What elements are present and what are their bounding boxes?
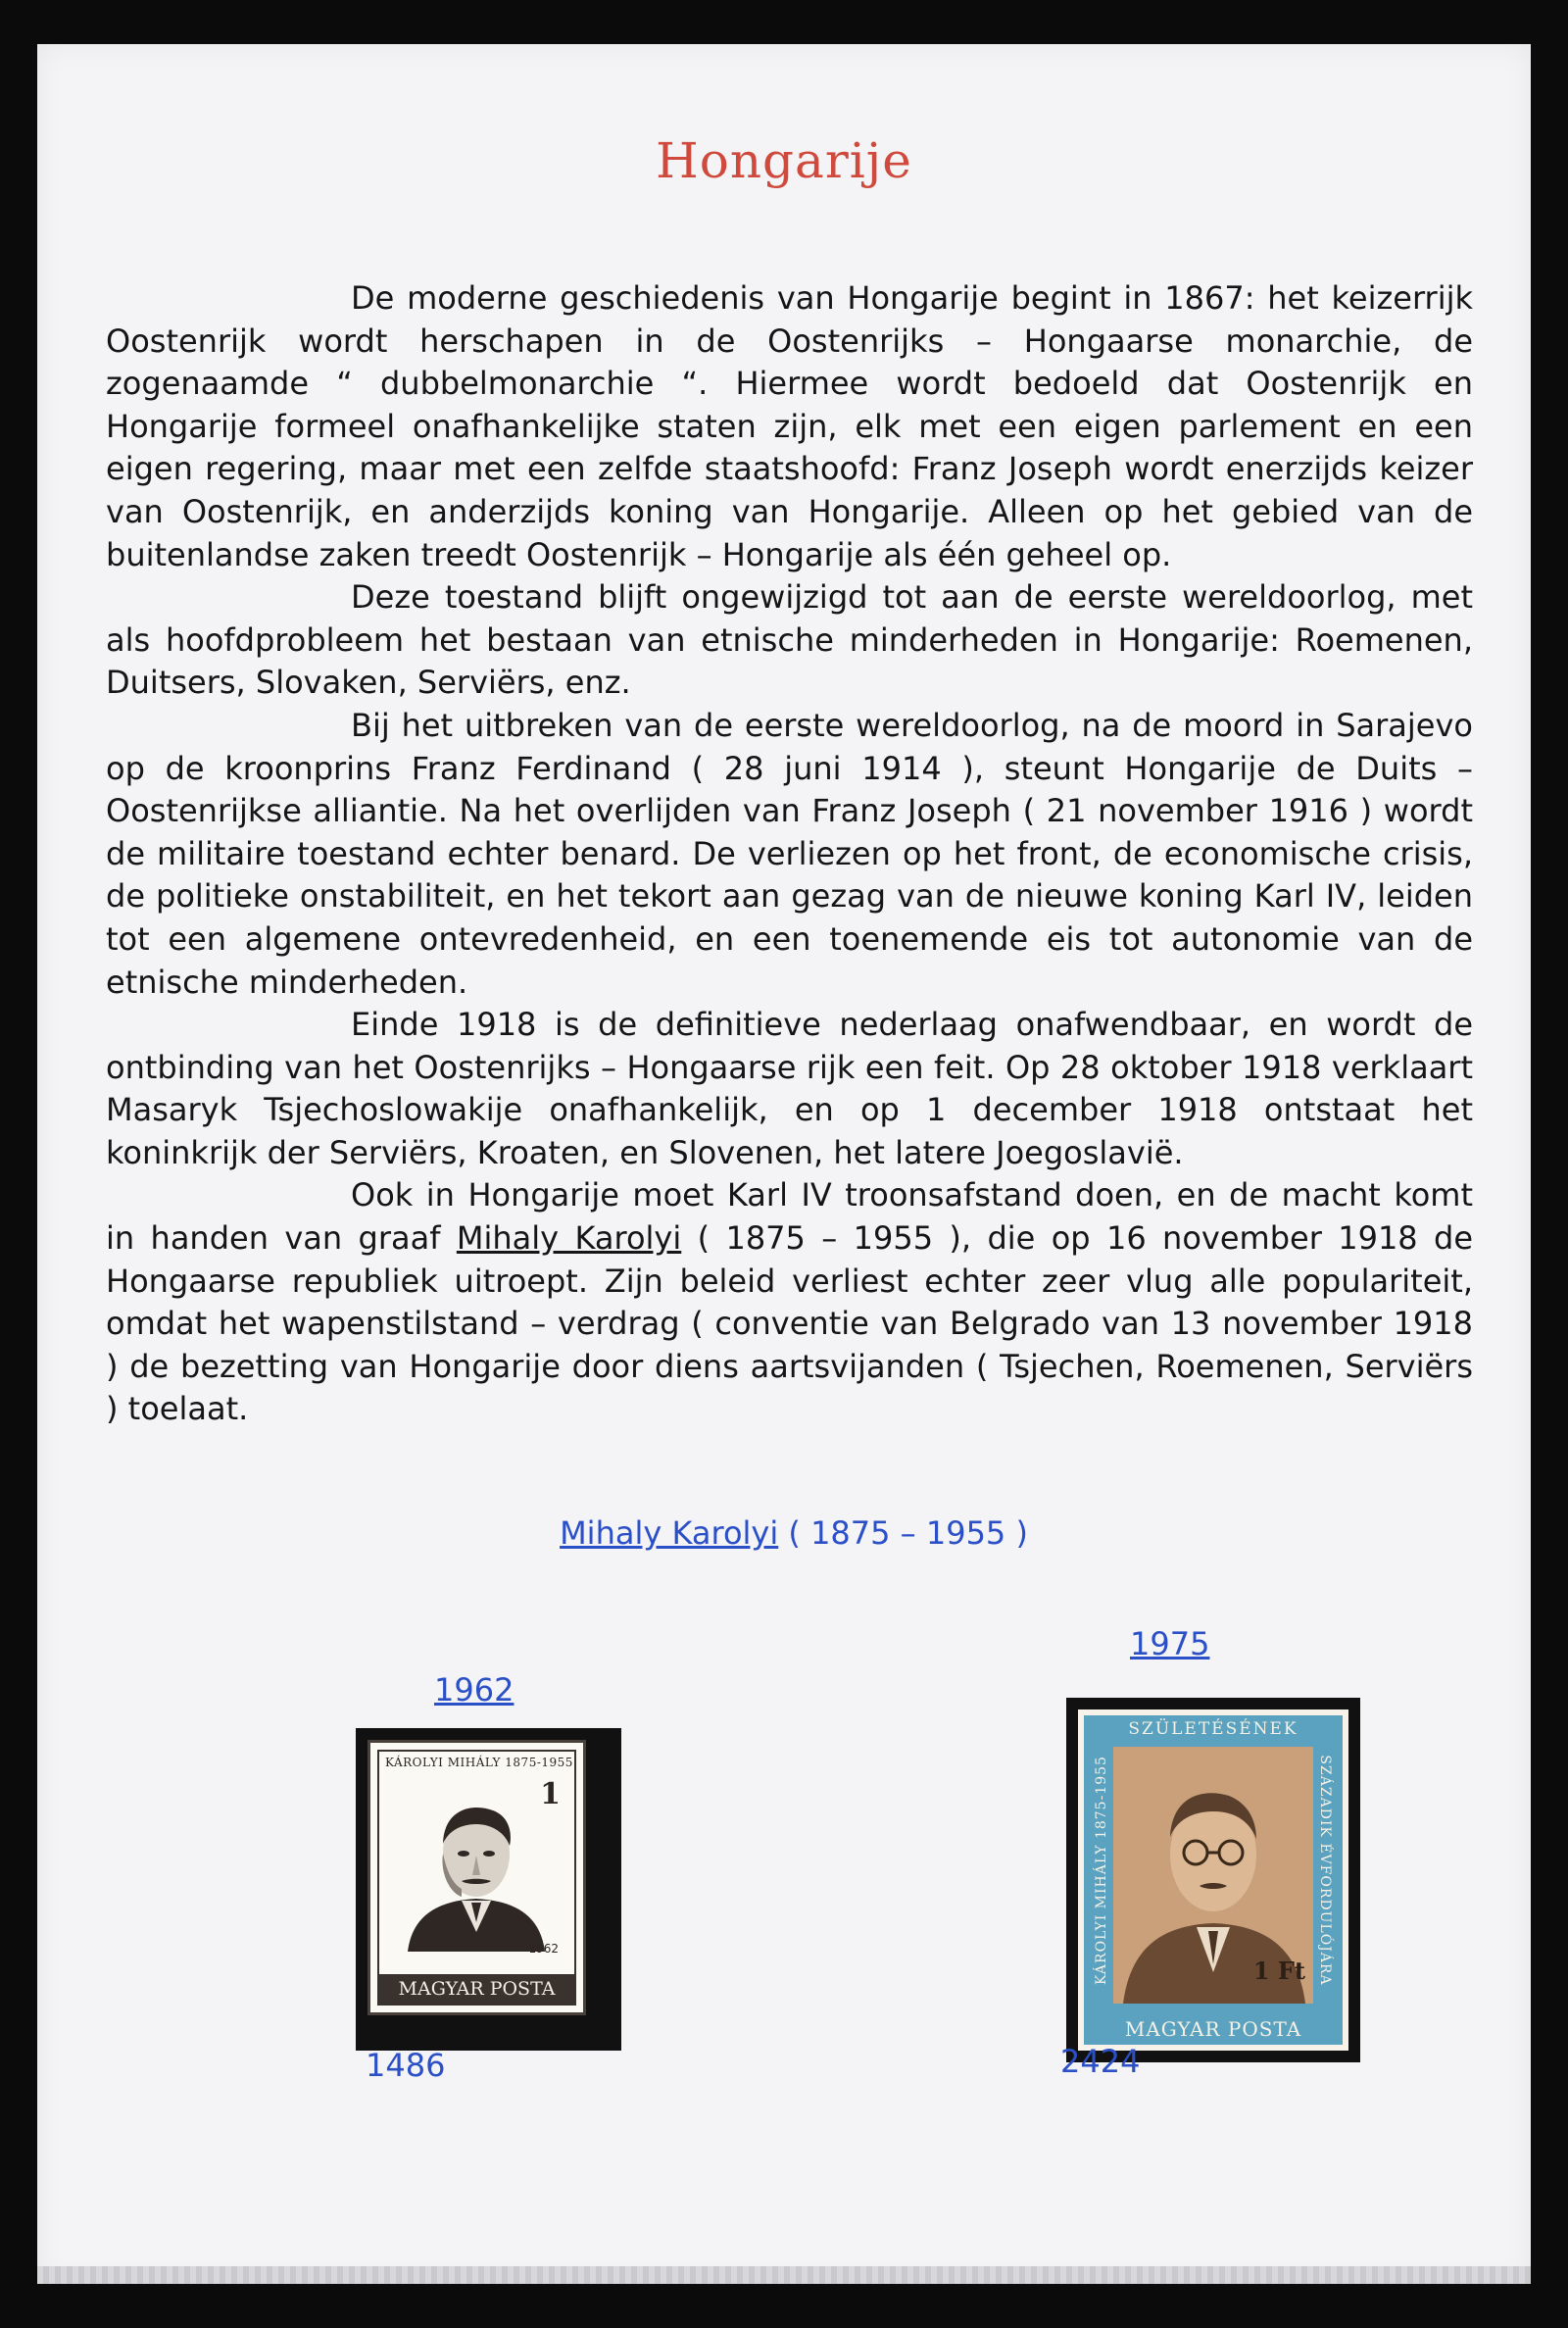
- stamp-1962: [368, 1740, 586, 2015]
- paragraph: Deze toestand blijft ongewijzigd tot aan de eerste wereldoorlog, met als hoofdprobleem het bestaan van etnische minderheden in Hongarije: Roemenen, Duitsers, Slovaken, Serviërs, enz.: [106, 578, 1473, 702]
- stamp-1975-mount: [1066, 1698, 1360, 2062]
- caption-dates: ( 1875 – 1955 ): [778, 1514, 1028, 1552]
- stamp-1975-top-label: SZÜLETÉSÉNEK: [1128, 1719, 1298, 1739]
- paragraph: [106, 1174, 1473, 1431]
- paragraph-text: ( 1875 – 1955 ), die op 16 november 1918 de Hongaarse republiek uitroept. Zijn beleid verliest echter zeer vlug alle populariteit, omdat het wapenstilstand – verdrag ( conventie van Belgrado van 13 november 1918 ) de bezetting van Hongarije door diens aartsvijanden ( Tsjechen, Roemenen, Serviërs ) toelaat.: [106, 1219, 1474, 1428]
- stamp-1975-value: 1 Ft: [1252, 1957, 1305, 1985]
- stamp-1975-frame: [1084, 1715, 1343, 2045]
- karolyi-name-link[interactable]: Mihaly Karolyi: [456, 1219, 682, 1258]
- page-title: Hongarije: [656, 132, 912, 189]
- paragraph: De moderne geschiedenis van Hongarije begint in 1867: het keizerrijk Oostenrijk wordt herschapen in de Oostenrijks – Hongaarse monarchie, de zogenaamde “ dubbelmonarchie “. Hiermee wordt bedoeld dat Oostenrijk en Hongarije formeel onafhankelijke staten zijn, elk met een eigen parlement en een eigen regering, maar met een zelfde staatshoofd: Franz Joseph wordt enerzijds keizer van Oostenrijk, en anderzijds koning van Hongarije. Alleen op het gebied van de buitenlandse zaken treedt Oostenrijk – Hongarije als één geheel op.: [106, 279, 1473, 573]
- stamp-1962-inner-year: 1962: [528, 1942, 559, 1956]
- stamp-1962-top-label: KÁROLYI MIHÁLY 1875-1955: [385, 1756, 573, 1769]
- stamp-1962-value: 1: [540, 1777, 561, 1811]
- stamp-1962-mount: [356, 1728, 621, 2051]
- body-text: [106, 277, 1473, 1431]
- paragraph: Bij het uitbreken van de eerste wereldoorlog, na de moord in Sarajevo op de kroonprins Franz Ferdinand ( 28 juni 1914 ), steunt Hongarije de Duits – Oostenrijkse alliantie. Na het overlijden van Franz Joseph ( 21 november 1916 ) wordt de militaire toestand echter benard. De verliezen op het front, de economische crisis, de politieke onstabiliteit, en het tekort aan gezag van de nieuwe koning Karl IV, leiden tot een algemene ontevredenheid, en een toenemende eis tot autonomie van de etnische minderheden.: [106, 706, 1473, 1001]
- paragraph: Einde 1918 is de definitieve nederlaag onafwendbaar, en wordt de ontbinding van het Oostenrijks – Hongaarse rijk een feit. Op 28 oktober 1918 verklaart Masaryk Tsjechoslowakije onafhankelijk, en op 1 december 1918 ontstaat het koninkrijk der Serviërs, Kroaten, en Slovenen, het latere Joegoslavië.: [106, 1006, 1473, 1171]
- paragraph-text: Ook in Hongarije moet Karl IV troonsafstand doen, en de macht komt in handen van graaf: [106, 1176, 1473, 1258]
- stamp-1975-country: MAGYAR POSTA: [1124, 2017, 1302, 2041]
- album-page: [37, 44, 1531, 2284]
- stamp-1975-catalog-number: 2424: [1060, 2043, 1141, 2080]
- stamp-1962-year-link[interactable]: 1962: [434, 1671, 514, 1709]
- stamp-1975-side-left: KÁROLYI MIHÁLY 1875-1955: [1094, 1756, 1109, 1985]
- stamp-1962-catalog-number: 1486: [366, 2047, 446, 2084]
- stamp-1962-frame: [377, 1750, 576, 2006]
- karolyi-portrait-icon: [403, 1785, 550, 1952]
- portrait-caption: [37, 1514, 1541, 1552]
- page-edge: [37, 2266, 1531, 2284]
- stamp-1975-year-link[interactable]: 1975: [1130, 1625, 1210, 1662]
- caption-name-link[interactable]: Mihaly Karolyi: [560, 1514, 779, 1552]
- stamp-1975: [1078, 1709, 1348, 2051]
- stamp-1975-side-right: SZÁZADIK ÉVFORDULÓJÁRA: [1317, 1755, 1333, 1986]
- stamp-1962-country: MAGYAR POSTA: [379, 1974, 574, 2004]
